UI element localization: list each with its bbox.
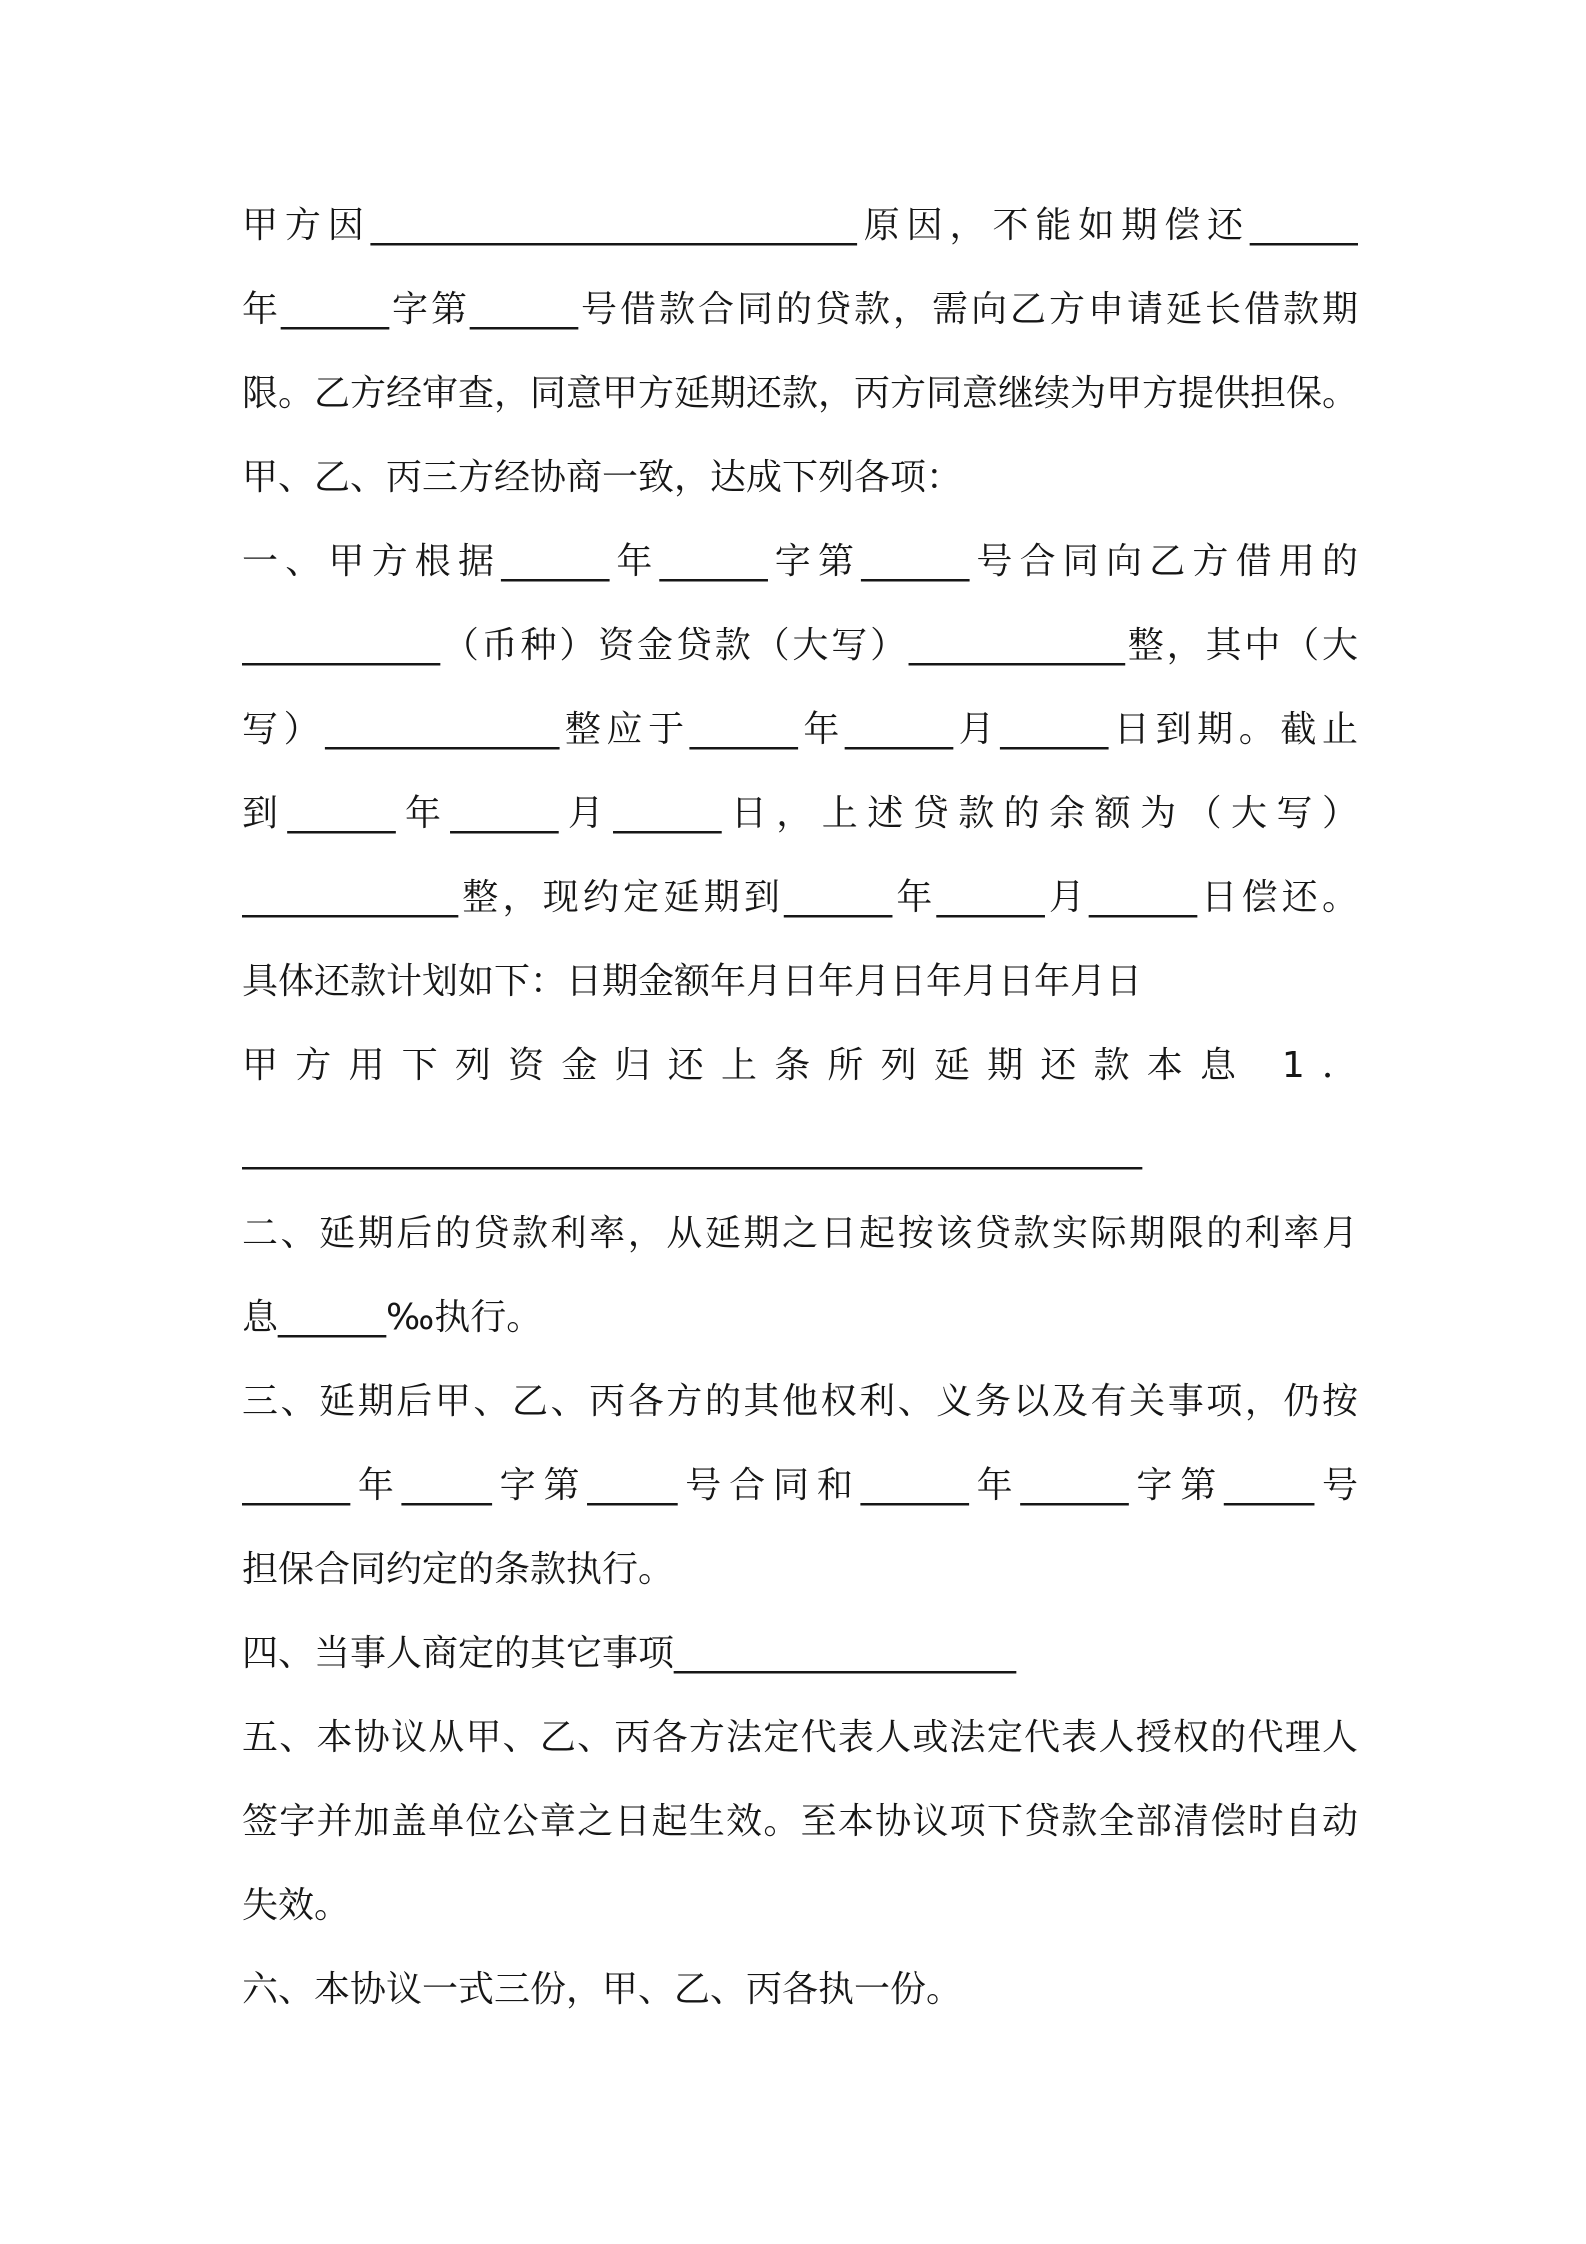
clause-3-line-2: ______年_____字第_____号合同和______年______字第_____号: [242, 1465, 1358, 1506]
clause-3-line-1: 三、延期后甲、乙、丙各方的其他权利、义务以及有关事项，仍按: [242, 1381, 1358, 1422]
intro-line-2: 年______字第______号借款合同的贷款，需向乙方申请延长借款期: [242, 289, 1358, 330]
clause-5-line-1: 五、本协议从甲、乙、丙各方法定代表人或法定代表人授权的代理人: [242, 1717, 1358, 1758]
clause-2-line-2: 息______‰执行。: [242, 1297, 543, 1338]
intro-line-1: 甲方因___________________________原因，不能如期偿还______: [242, 205, 1358, 246]
clause-5-line-2: 签字并加盖单位公章之日起生效。至本协议项下贷款全部清偿时自动: [242, 1801, 1358, 1842]
clause-3-line-3: 担保合同约定的条款执行。: [242, 1549, 675, 1590]
clause-1-line-1: 一、甲方根据______年______字第______号合同向乙方借用的: [242, 541, 1358, 582]
repayment-source-line: 甲方用下列资金归还上条所列延期还款本息 1．: [242, 1045, 1358, 1086]
intro-line-3: 限。乙方经审查，同意甲方延期还款，丙方同意继续为甲方提供担保。: [242, 373, 1358, 414]
clause-6-line: 六、本协议一式三份，甲、乙、丙各执一份。: [242, 1969, 963, 2010]
repayment-source-blank: __________________________________________________: [242, 1129, 1142, 1170]
clause-1-line-5: ____________整，现约定延期到______年______月______日偿还。: [242, 877, 1358, 918]
clause-2-line-1: 二、延期后的贷款利率，从延期之日起按该贷款实际期限的利率月: [242, 1213, 1358, 1254]
clause-4-line: 四、当事人商定的其它事项___________________: [242, 1633, 1017, 1674]
clause-1-line-4: 到______年______月______日，上述贷款的余额为（大写）: [242, 793, 1358, 834]
clause-5-line-3: 失效。: [242, 1885, 351, 1926]
repayment-plan-line: 具体还款计划如下：日期金额年月日年月日年月日年月日: [242, 961, 1143, 1002]
agreement-lead-in: 甲、乙、丙三方经协商一致，达成下列各项：: [242, 457, 963, 498]
document-body: [242, 184, 1358, 2032]
clause-1-line-2: ___________（币种）资金贷款（大写）____________整，其中（大: [242, 625, 1358, 666]
clause-1-line-3: 写）_____________整应于______年______月______日到期。截止: [242, 709, 1358, 750]
